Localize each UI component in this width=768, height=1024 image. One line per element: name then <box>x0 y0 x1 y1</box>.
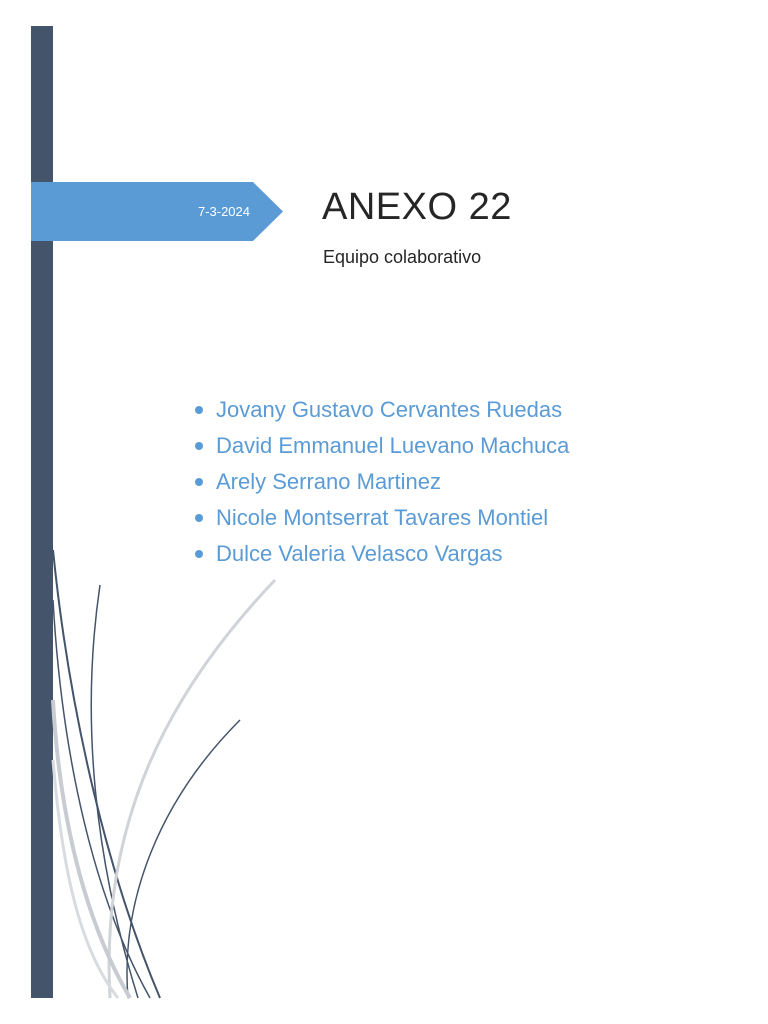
bullet-icon <box>195 550 203 558</box>
bullet-icon <box>195 514 203 522</box>
team-members-list <box>192 392 569 572</box>
date-tab <box>31 182 283 241</box>
member-name: Dulce Valeria Velasco Vargas <box>216 541 503 566</box>
document-subtitle: Equipo colaborativo <box>323 247 482 267</box>
list-item <box>192 392 569 428</box>
member-name: Jovany Gustavo Cervantes Ruedas <box>216 397 563 422</box>
list-item <box>192 500 569 536</box>
bullet-icon <box>195 406 203 414</box>
list-item <box>192 428 569 464</box>
document-title: ANEXO 22 <box>322 186 512 228</box>
member-name: David Emmanuel Luevano Machuca <box>216 433 570 458</box>
bullet-icon <box>195 478 203 486</box>
document-date: 7-3-2024 <box>197 204 250 219</box>
bullet-icon <box>195 442 203 450</box>
list-item <box>192 536 569 572</box>
list-item <box>192 464 569 500</box>
member-name: Nicole Montserrat Tavares Montiel <box>216 505 549 530</box>
member-name: Arely Serrano Martinez <box>216 469 441 494</box>
